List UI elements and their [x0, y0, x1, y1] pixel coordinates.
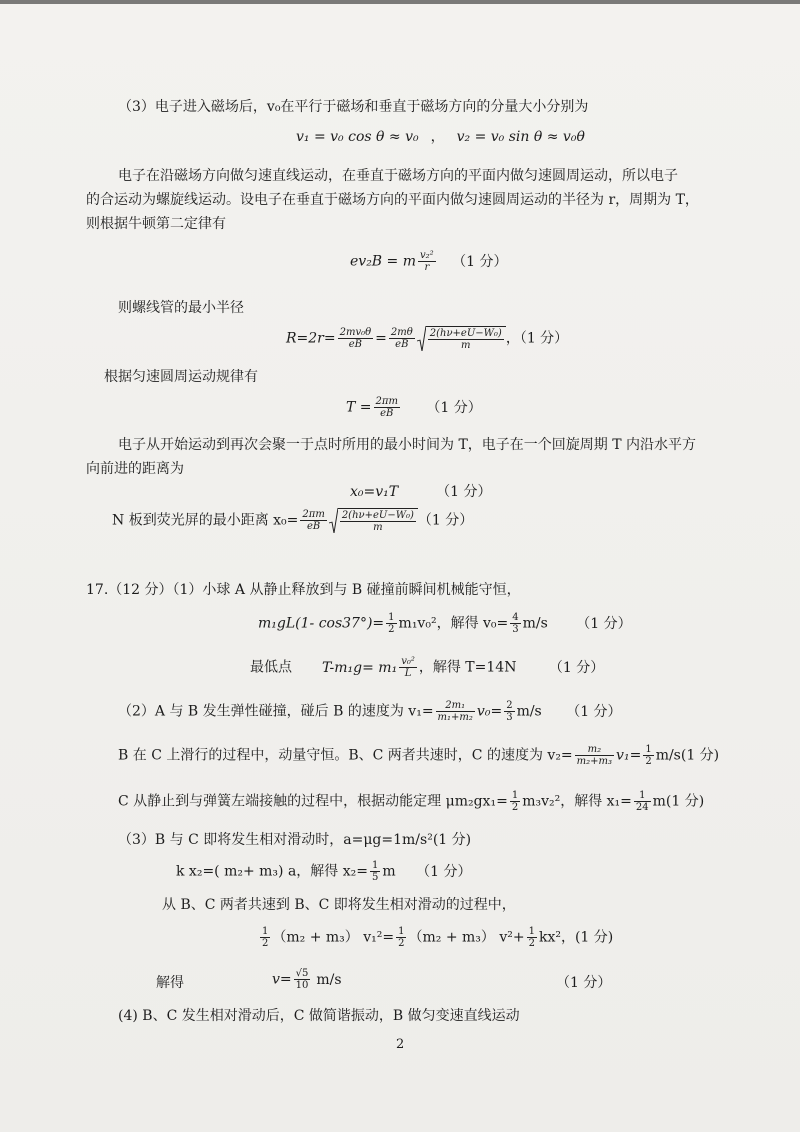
q17-part4: (4) B、C 发生相对滑动后，C 做简谐振动，B 做匀变速直线运动 — [118, 1008, 520, 1024]
q17-solve-equation: v= $\frac{√5}{10}$ m/s — [272, 968, 342, 991]
q17-energy: $\frac{1}{2}$ （m₂ + m₃） v₁²= $\frac{1}{2}$ （m₂ + m₃） v²+ $\frac{1}{2}$ kx²，(1 分) — [262, 926, 614, 949]
q17-solve-label: 解得 — [156, 975, 184, 991]
q17-header: 17.（12 分）（1）小球 A 从静止释放到与 B 碰撞前瞬间机械能守恒， — [86, 582, 521, 598]
equation-v1: v₁ = v₀ cos θ ≈ v₀ ， v₂ = v₀ sin θ ≈ v₀θ — [296, 129, 585, 145]
q17-part3: （3）B 与 C 即将发生相对滑动时，a=μg=1m/s²(1 分) — [118, 832, 472, 848]
q17-spring: k x₂=( m₂+ m₃) a，解得 x₂= $\frac{1}{5}$ m （1 分） — [176, 860, 472, 883]
part3-intro: （3）电子进入磁场后，v₀在平行于磁场和垂直于磁场方向的分量大小分别为 — [118, 99, 589, 115]
q17-eq1: m₁gL(1- cos37°)= $\frac{1}{2}$ m₁v₀²，解得 v₀= $\frac{4}{3}$ m/s （1 分） — [258, 612, 632, 635]
q17-from: 从 B、C 两者共速到 B、C 即将发生相对滑动的过程中， — [162, 897, 516, 913]
min-radius-label: 则螺线管的最小半径 — [118, 300, 244, 316]
equation-radius: R=2r= $\frac{\text{2mv₀θ}}{eB}$ = $\frac{2m\theta}{eB}$ $\frac{\text{2(hν+eU−W₀)}}{m}$ ，（1 分） — [286, 327, 569, 351]
equation-period: T = $\frac{2\pi m}{eB}$ （1 分） — [346, 396, 482, 419]
nplate-distance: N 板到荧光屏的最小距离 x₀= $\frac{2\pi m}{eB}$ $\frac{\text{2(hν+eU−W₀)}}{m}$ （1 分） — [112, 509, 474, 533]
para1-line1: 电子在沿磁场方向做匀速直线运动，在垂直于磁场方向的平面内做匀速圆周运动，所以电子 — [118, 168, 678, 184]
period-label: 根据匀速圆周运动规律有 — [104, 369, 258, 385]
para2-line1: 电子从开始运动到再次会聚一于点时所用的最小时间为 T，电子在一个回旋周期 T 内沿水平方 — [118, 437, 697, 453]
q17-lowest-point: 最低点 T-m₁g= m₁ $\frac{\text{v₀²}}{L}$ ，解得 T=14N （1 分） — [250, 656, 605, 679]
para2-line2: 向前进的距离为 — [86, 461, 184, 477]
q17-part2: （2）A 与 B 发生弹性碰撞，碰后 B 的速度为 v₁= $\frac{\text{2m₁}}{\text{m₁+m₂}}$ v₀= $\frac{2}{3}$ m/s （1 分） — [118, 700, 622, 723]
scan-top-edge — [0, 0, 800, 4]
q17-solve-score: （1 分） — [556, 975, 612, 991]
para1-line2: 的合运动为螺旋线运动。设电子在垂直于磁场方向的平面内做匀速圆周运动的半径为 r，周期为 T， — [86, 192, 699, 208]
para1-line3: 则根据牛顿第二定律有 — [86, 216, 226, 232]
q17-bc-momentum: B 在 C 上滑行的过程中，动量守恒。B、C 两者共速时，C 的速度为 v₂= $\frac{\text{m₂}}{\text{m₂+m₃}}$ v₁= $\frac{1}{2}$ m/s(1 分) — [118, 744, 720, 767]
q17-c-kinetic: C 从静止到与弹簧左端接触的过程中，根据动能定理 μm₂gx₁= $\frac{1}{2}$ m₃v₂²，解得 x₁= $\frac{1}{24}$ m(1 分) — [118, 790, 705, 813]
equation-newton: ev₂B = m $\frac{\text{v₂²}}{r}$ （1 分） — [350, 250, 508, 273]
page-number: 2 — [396, 1037, 405, 1052]
equation-x0: x₀=v₁T （1 分） — [350, 484, 492, 500]
